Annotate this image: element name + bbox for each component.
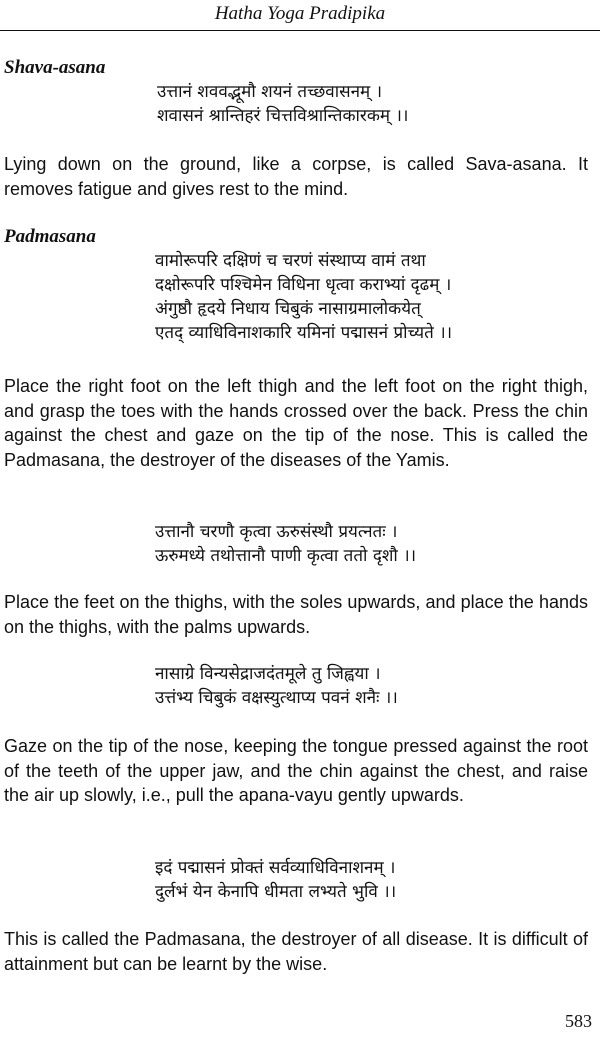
- verse-padmasana-1: [155, 249, 452, 345]
- verse-line: उत्तंभ्य चिबुकं वक्षस्युत्थाप्य पवनं शनैः ।।: [155, 688, 398, 708]
- verse-line: दक्षोरूपरि पश्चिमेन विधिना धृत्वा कराभ्यां दृढम् ।: [155, 275, 452, 295]
- verse-padmasana-4: [155, 856, 396, 904]
- header-rule: [0, 30, 600, 31]
- translation-padmasana-2: Place the feet on the thighs, with the soles upwards, and place the hands on the thighs, with the palms upwards.: [4, 592, 588, 637]
- section-title-shava-asana: Shava-asana: [4, 57, 106, 78]
- verse-shava: [157, 80, 408, 128]
- translation-padmasana-4: This is called the Padmasana, the destroyer of all disease. It is difficult of attainment but can be learnt by the wise.: [4, 929, 588, 974]
- verse-line: एतद् व्याधिविनाशकारि यमिनां पद्मासनं प्रोच्यते ।।: [155, 323, 453, 343]
- verse-line: इदं पद्मासनं प्रोक्तं सर्वव्याधिविनाशनम् ।: [155, 858, 396, 878]
- verse-line: नासाग्रे विन्यसेद्राजदंतमूले तु जिह्वया ।: [155, 664, 381, 684]
- translation-padmasana-1: Place the right foot on the left thigh and the left foot on the right thigh, and grasp the toes with the hands crossed over the back. Press the chin against the chest and gaze on the tip of the nose. This is called the Padmasana, the destroyer of the diseases of the Yamis.: [4, 376, 588, 470]
- verse-line: शवासनं श्रान्तिहरं चित्तविश्रान्तिकारकम् ।।: [157, 106, 409, 126]
- page-number: 583: [565, 1011, 592, 1031]
- translation-padmasana-3: Gaze on the tip of the nose, keeping the tongue pressed against the root of the teeth of the upper jaw, and the chin against the chest, and raise the air up slowly, i.e., pull the apana-vayu gently upwards.: [4, 736, 588, 805]
- verse-line: उत्तानं शववद्भूमौ शयनं तच्छवासनम् ।: [157, 82, 383, 102]
- verse-line: ऊरुमध्ये तथोत्तानौ पाणी कृत्वा ततो दृशौ ।।: [155, 546, 417, 566]
- verse-line: दुर्लभं येन केनापि धीमता लभ्यते भुवि ।।: [155, 882, 397, 902]
- verse-padmasana-2: [155, 520, 416, 568]
- verse-line: उत्तानौ चरणौ कृत्वा ऊरुसंस्थौ प्रयत्नतः ।: [155, 522, 398, 542]
- verse-line: वामोरूपरि दक्षिणं च चरणं संस्थाप्य वामं तथा: [155, 251, 426, 271]
- section-title-padmasana: Padmasana: [4, 226, 96, 247]
- translation-shava: Lying down on the ground, like a corpse, is called Sava-asana. It removes fatigue and gives rest to the mind.: [4, 154, 588, 199]
- running-head: Hatha Yoga Pradipika: [214, 3, 386, 24]
- verse-padmasana-3: [155, 662, 398, 710]
- verse-line: अंगुष्ठौ हृदये निधाय चिबुकं नासाग्रमालोकयेत्: [155, 299, 421, 319]
